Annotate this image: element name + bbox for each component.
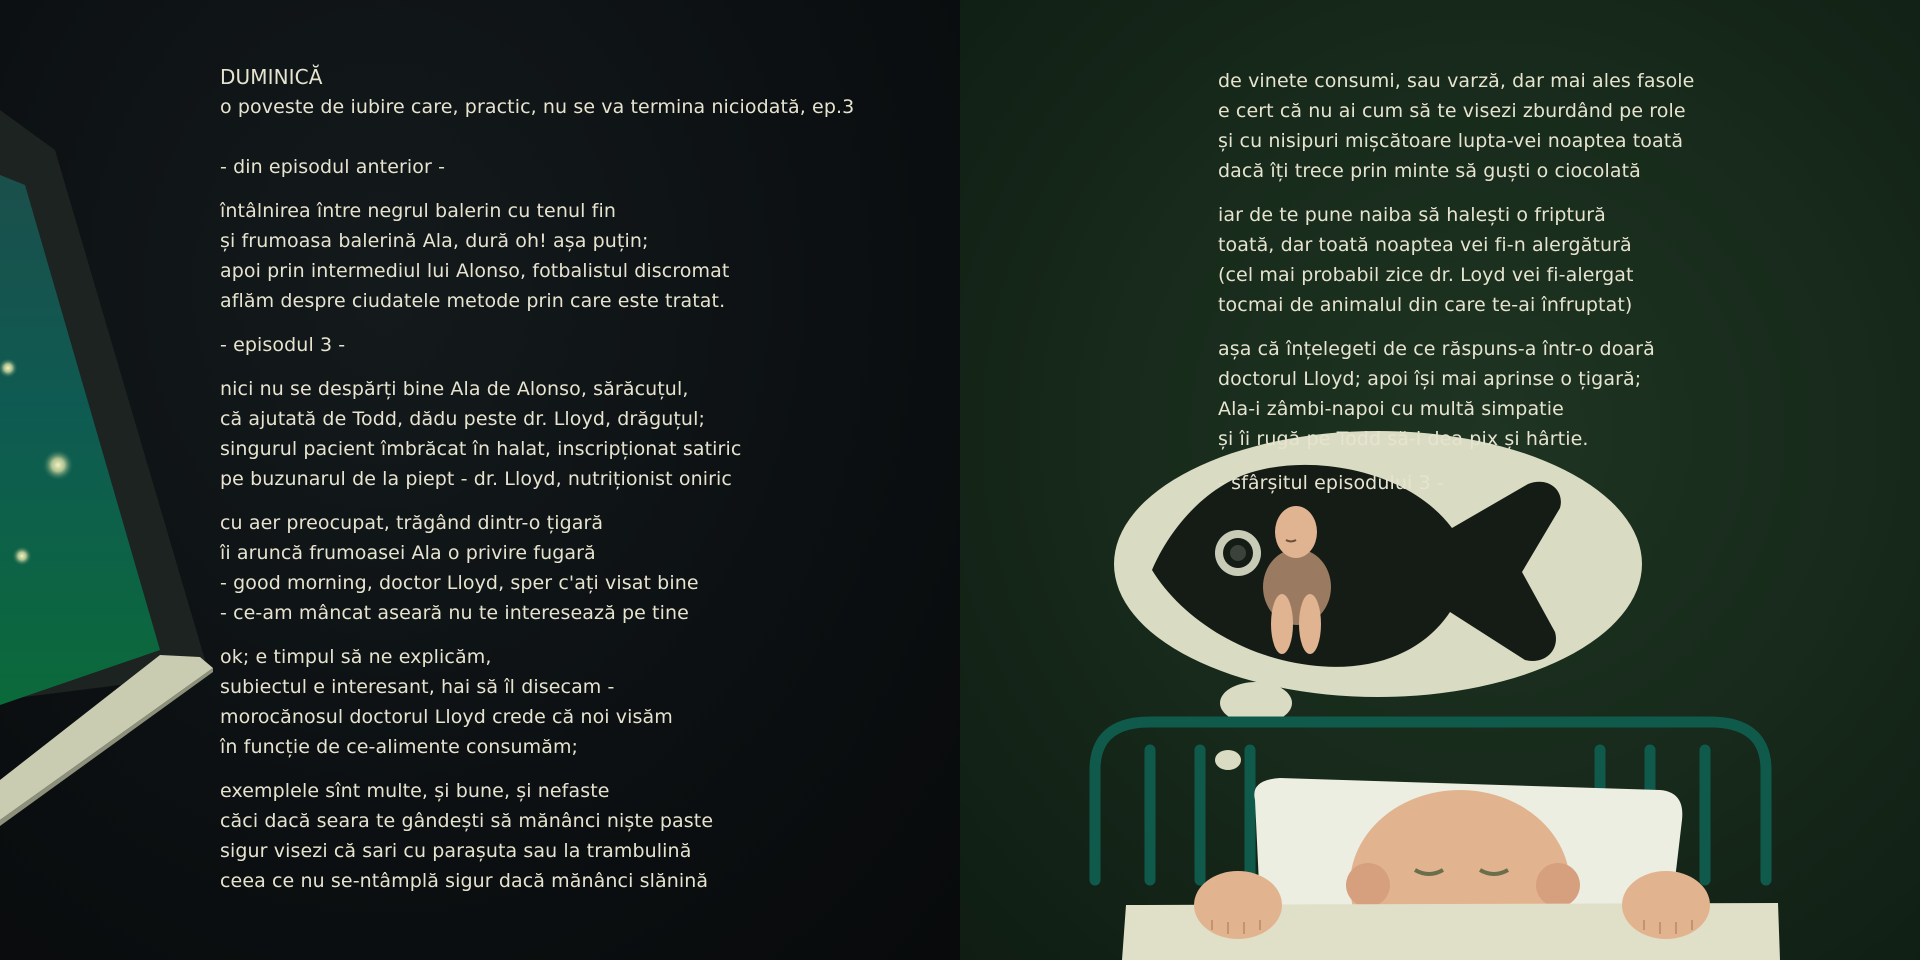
stanza	[220, 330, 854, 360]
verse-line: doctorul Lloyd; apoi își mai aprinse o țigară;	[1218, 368, 1642, 390]
verse-line: sigur visezi că sari cu parașuta sau la trambulină	[220, 840, 692, 862]
verse-line: exemplele sînt multe, și bune, și nefaste	[220, 780, 610, 802]
verse-line: - ce-am mâncat aseară nu te interesează pe tine	[220, 602, 689, 624]
stanza	[220, 196, 854, 316]
verse-line: iar de te pune naiba să halești o friptură	[1218, 204, 1606, 226]
verse-line: de vinete consumi, sau varză, dar mai ales fasole	[1218, 70, 1695, 92]
stanza	[1218, 468, 1694, 498]
stanza	[1218, 334, 1694, 454]
star	[12, 546, 32, 566]
stanza	[1218, 66, 1694, 186]
right-page	[960, 0, 1920, 960]
episode-end-label: - sfârșitul episodului 3 -	[1218, 472, 1444, 494]
star	[42, 449, 74, 481]
verse-line: îi aruncă frumoasei Ala o privire fugară	[220, 542, 596, 564]
verse-line: că ajutată de Todd, dădu peste dr. Lloyd, drăguțul;	[220, 408, 705, 430]
verse-line: - episodul 3 -	[220, 334, 346, 356]
verse-line: în funcție de ce-alimente consumăm;	[220, 736, 579, 758]
stanza	[220, 642, 854, 762]
page-subtitle: o poveste de iubire care, practic, nu se va termina niciodată, ep.3	[220, 96, 855, 118]
left-text-column	[220, 62, 854, 910]
verse-line: căci dacă seara te gândești să mănânci niște paste	[220, 810, 714, 832]
verse-line: pe buzunarul de la piept - dr. Lloyd, nutriționist oniric	[220, 468, 732, 490]
verse-line: (cel mai probabil zice dr. Loyd vei fi-alergat	[1218, 264, 1634, 286]
verse-line: aflăm despre ciudatele metode prin care este tratat.	[220, 290, 726, 312]
verse-line: e cert că nu ai cum să te visezi zburdând pe role	[1218, 100, 1686, 122]
stanza	[1218, 200, 1694, 320]
stanza	[220, 776, 854, 896]
verse-line: întâlnirea între negrul balerin cu tenul fin	[220, 200, 616, 222]
verse-line: morocănosul doctorul Lloyd crede că noi visăm	[220, 706, 673, 728]
verse-line: - good morning, doctor Lloyd, sper c'ați visat bine	[220, 572, 699, 594]
verse-line: ceea ce nu se-ntâmplă sigur dacă mănânci slănină	[220, 870, 709, 892]
verse-line: și frumoasa balerină Ala, dură oh! așa puțin;	[220, 230, 649, 252]
verse-line: tocmai de animalul din care te-ai înfruptat)	[1218, 294, 1633, 316]
stanza	[220, 152, 854, 182]
stanza	[220, 508, 854, 628]
verse-line: și îi rugă pe Todd să-i dea pix și hârtie.	[1218, 428, 1589, 450]
verse-line: cu aer preocupat, trăgând dintr-o țigară	[220, 512, 604, 534]
right-text-column	[1218, 66, 1694, 512]
page-title: DUMINICĂ	[220, 65, 323, 89]
verse-line: Ala-i zâmbi-napoi cu multă simpatie	[1218, 398, 1564, 420]
stanza	[220, 374, 854, 494]
verse-line: și cu nisipuri mișcătoare lupta-vei noaptea toată	[1218, 130, 1684, 152]
verse-line: toată, dar toată noaptea vei fi-n alergătură	[1218, 234, 1632, 256]
verse-line: așa că înțelegeti de ce răspuns-a într-o doară	[1218, 338, 1655, 360]
verse-line: - din episodul anterior -	[220, 156, 446, 178]
verse-line: singurul pacient îmbrăcat în halat, inscripționat satiric	[220, 438, 742, 460]
verse-line: ok; e timpul să ne explicăm,	[220, 646, 492, 668]
verse-line: dacă îți trece prin minte să guști o ciocolată	[1218, 160, 1641, 182]
verse-line: nici nu se despărți bine Ala de Alonso, sărăcuțul,	[220, 378, 689, 400]
verse-line: subiectul e interesant, hai să îl disecam -	[220, 676, 615, 698]
verse-line: apoi prin intermediul lui Alonso, fotbalistul discromat	[220, 260, 730, 282]
thought-bubble-small	[1215, 750, 1241, 770]
